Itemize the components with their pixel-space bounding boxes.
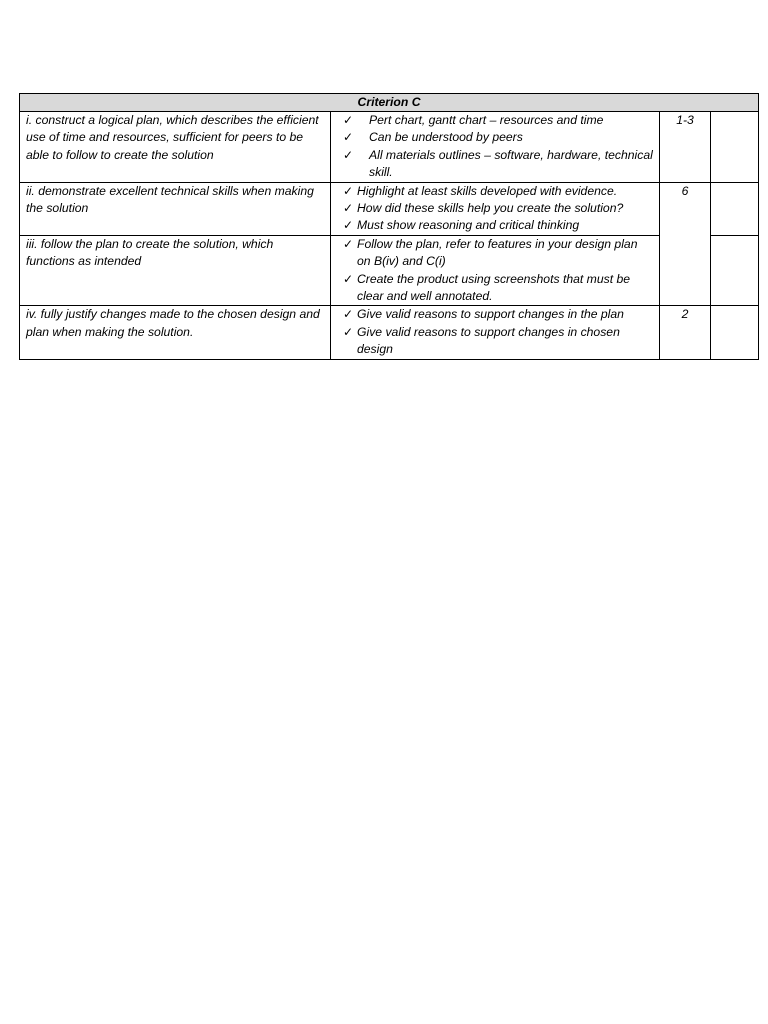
checklist-item: ✓ Create the product using screenshots that must be clear and well annotated.: [343, 271, 631, 304]
criterion-cell: iv. fully justify changes made to the chosen design and plan when making the solution.: [20, 306, 331, 359]
checklist-cell: [331, 182, 660, 235]
check-icon: ✓: [343, 113, 354, 127]
checklist-item: ✓ Can be understood by peers: [343, 129, 653, 146]
check-icon: ✓: [343, 130, 354, 145]
criterion-cell: iii. follow the plan to create the solution, which functions as intended: [20, 235, 331, 306]
checklist-item: ✓ How did these skills help you create the solution?: [343, 200, 653, 217]
checklist-cell: [331, 235, 660, 306]
score-cell: [711, 306, 759, 359]
table-header-row: [20, 94, 759, 112]
marks-cell: 6: [660, 182, 711, 306]
marks-cell: 2: [660, 306, 711, 359]
check-icon: ✓: [343, 271, 354, 286]
marks-cell: 1-3: [660, 112, 711, 183]
criterion-cell: ii. demonstrate excellent technical skills when making the solution: [20, 182, 331, 235]
checklist-item: ✓ Give valid reasons to support changes in the plan: [343, 306, 653, 323]
checklist-cell: [331, 112, 660, 183]
table-row: [20, 306, 759, 359]
checklist-item: ✓ Must show reasoning and critical thinking: [343, 217, 653, 234]
table-row: [20, 235, 759, 306]
score-cell: [711, 112, 759, 183]
check-icon: ✓: [343, 324, 354, 339]
checklist-item: ✓ Pert chart, gantt chart – resources and time: [343, 112, 653, 129]
checklist-item: ✓ All materials outlines – software, hardware, technical skill.: [343, 147, 653, 180]
checklist-cell: [331, 306, 660, 359]
checklist-item: ✓ Highlight at least skills developed with evidence.: [343, 183, 653, 200]
check-icon: ✓: [343, 183, 354, 198]
checklist-item: ✓ Give valid reasons to support changes in chosen design: [343, 324, 620, 357]
score-cell: [711, 182, 759, 235]
criterion-c-table: [19, 93, 759, 360]
table-header: Criterion C: [20, 94, 759, 112]
table-row: [20, 182, 759, 235]
criterion-cell: i. construct a logical plan, which describes the efficient use of time and resources, sufficient for peers to be able to follow to create the solution: [20, 112, 331, 183]
check-icon: ✓: [343, 307, 354, 322]
check-icon: ✓: [343, 218, 354, 233]
check-icon: ✓: [343, 147, 354, 162]
check-icon: ✓: [343, 236, 354, 251]
table-row: [20, 112, 759, 183]
checklist-item: ✓ Follow the plan, refer to features in your design plan on B(iv) and C(i): [343, 236, 638, 269]
score-cell: [711, 235, 759, 306]
check-icon: ✓: [343, 201, 354, 216]
